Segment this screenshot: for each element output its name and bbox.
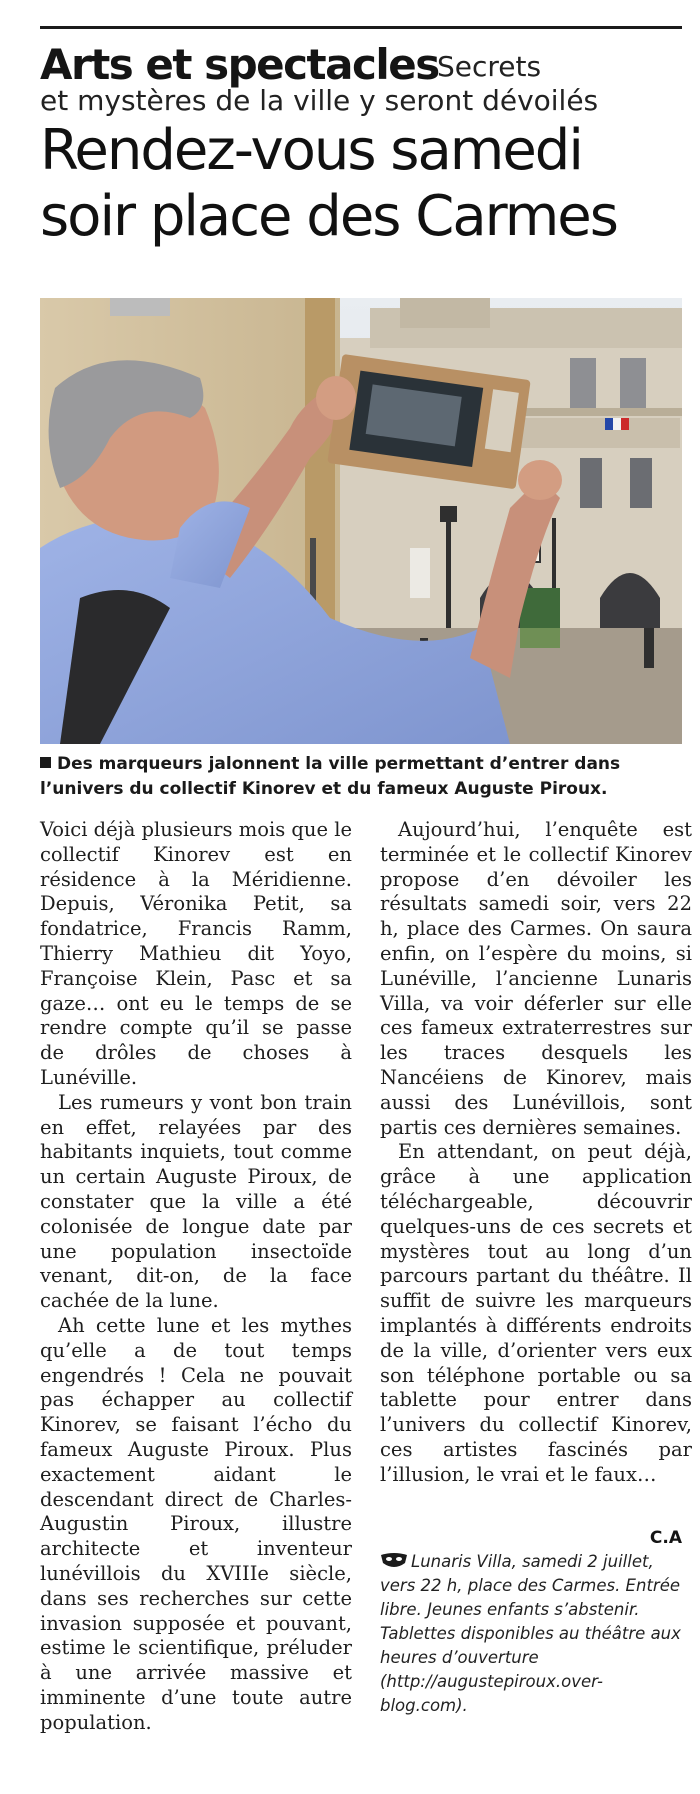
paragraph: Les rumeurs y vont bon train en effet, relayées par des habitants inquiets, tout comme un certain Auguste Piroux, de constater que la ville a été colonisée de longue date par une population insectoïde venant, dit-on, de la face cachée de la lune. bbox=[40, 1090, 352, 1313]
top-rule bbox=[40, 26, 682, 29]
paragraph: En attendant, on peut déjà, grâce à une application téléchargeable, découvrir quelques-uns de ces secrets et mystères tout au long d’un parcours partant du théâtre. Il suffit de suivre les marqueurs implantés à différents endroits de la ville, d’orienter vers eux son téléphone portable ou sa tablette pour entrer dans l’univers du collectif Kinorev, ces artistes fascinés par l’illusion, le vrai et le faux… bbox=[380, 1140, 692, 1486]
kicker-part2: et mystères de la ville y seront dévoilés bbox=[40, 84, 599, 117]
paragraph: Ah cette lune et les mythes qu’elle a de tout temps engendrés ! Cela ne pouvait pas échapper au collectif Kinorev, se faisant l’écho du fameux Auguste Piroux. Plus exactement aidant le descendant direct de Charles-Augustin Piroux, illustre architecte et inventeur lunévillois du XVIIIe siècle, dans ses recherches sur cette invasion supposée et pouvant, estime le scientifique, préluder à une arrivée massive et imminente d’une toute autre population. bbox=[40, 1313, 352, 1734]
headline-line1: Rendez-vous samedi bbox=[40, 118, 582, 183]
headline-line2: soir place des Carmes bbox=[40, 184, 617, 249]
article-photo bbox=[40, 298, 682, 744]
event-info-box bbox=[380, 1550, 690, 1718]
article-column-2 bbox=[380, 818, 692, 1488]
caption-line2: l’univers du collectif Kinorev et du fameux Auguste Piroux. bbox=[40, 779, 608, 799]
event-info-text: Lunaris Villa, samedi 2 juillet, vers 22 h, place des Carmes. Entrée libre. Jeunes enfants s’abstenir. Tablettes disponibles au théâtre aux heures d’ouverture (http://augustepiroux.over-blog.com). bbox=[380, 1552, 681, 1715]
kicker-part1: Secrets bbox=[437, 50, 542, 83]
caption-bullet bbox=[40, 757, 51, 768]
headline bbox=[40, 118, 690, 250]
caption-line1: Des marqueurs jalonnent la ville permettant d’entrer dans bbox=[57, 754, 621, 774]
photo-caption bbox=[40, 752, 682, 802]
author-signature: C.A bbox=[649, 1528, 682, 1548]
paragraph: Aujourd’hui, l’enquête est terminée et le collectif Kinorev propose d’en dévoiler les résultats samedi soir, vers 22 h, place des Carmes. On saura enfin, on l’espère du moins, si Lunéville, l’ancienne Lunaris Villa, va voir déferler sur elle ces fameux extraterrestres sur les traces desquels les Nancéiens de Kinorev, mais aussi des Lunévillois, sont partis ces dernières semaines. bbox=[380, 818, 692, 1139]
article-column-1 bbox=[40, 818, 352, 1735]
theater-mask-icon bbox=[380, 1552, 408, 1570]
paragraph: Voici déjà plusieurs mois que le collectif Kinorev est en résidence à la Méridienne. Depuis, Véronika Petit, sa fondatrice, Francis Ramm, Thierry Mathieu dit Yoyo, Françoise Klein, Pasc et sa gaze… ont eu le temps de se rendre compte qu’il se passe de drôles de choses à Lunéville. bbox=[40, 818, 352, 1089]
section-title: Arts et spectacles bbox=[40, 40, 439, 89]
